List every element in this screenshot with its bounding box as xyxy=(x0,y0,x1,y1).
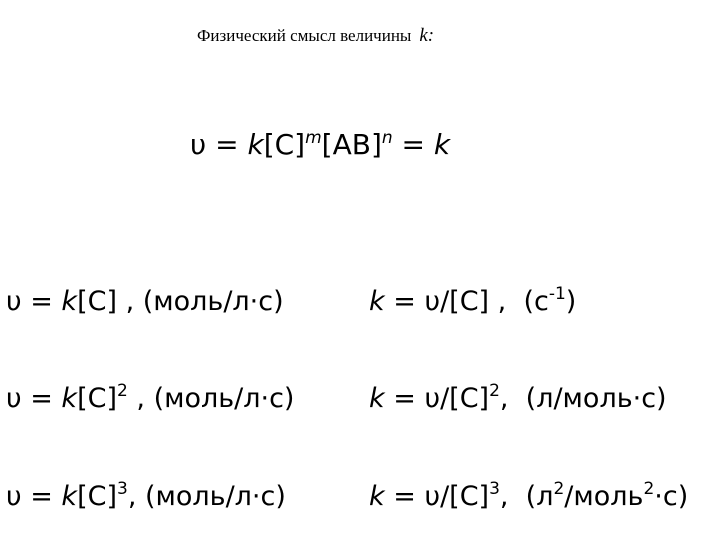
equals-sign: = xyxy=(384,286,425,317)
rate-equation-second-order xyxy=(6,381,295,414)
equals-sign: = xyxy=(21,286,62,317)
equals-sign: = xyxy=(21,481,62,512)
order-n: n xyxy=(381,128,393,148)
unit-power-2: 2 xyxy=(643,479,655,499)
rate-constant: k xyxy=(369,383,385,414)
power: 3 xyxy=(116,479,128,499)
velocity-symbol: υ xyxy=(424,383,441,414)
unit-power: 2 xyxy=(553,479,565,499)
rate-equation-first-order xyxy=(6,288,284,315)
separator: , xyxy=(127,383,154,414)
velocity-symbol: υ xyxy=(6,383,22,414)
main-rate-equation xyxy=(190,128,451,161)
rate-constant-third-order xyxy=(369,479,689,512)
separator: , xyxy=(499,481,526,512)
unit-rest: /моль xyxy=(564,481,644,512)
concentration-c: [C] xyxy=(263,128,306,161)
concentration-c: [C] xyxy=(77,383,117,414)
rate-constant-first-order xyxy=(369,284,577,317)
order-m: m xyxy=(305,128,322,148)
equals-sign: = xyxy=(21,383,62,414)
rate-constant: k xyxy=(247,128,264,161)
separator: , xyxy=(499,383,526,414)
concentration-ab: [AB] xyxy=(321,128,382,161)
rate-constant: k xyxy=(61,286,78,317)
concentration-c: /[C] xyxy=(440,383,490,414)
rate-constant: k xyxy=(369,286,385,317)
rate-constant: k xyxy=(61,481,78,512)
power: 2 xyxy=(116,381,128,401)
velocity-symbol: υ xyxy=(190,128,207,161)
concentration-c: [C] xyxy=(77,286,117,317)
rate-constant: k xyxy=(61,383,78,414)
rate-constant: k xyxy=(369,481,385,512)
rate-equation-third-order xyxy=(6,479,286,512)
unit: (моль/л·с) xyxy=(142,286,284,317)
unit: (л xyxy=(525,481,554,512)
unit: (с xyxy=(523,286,549,317)
separator: , xyxy=(489,286,524,317)
title-text: Физический смысл величины xyxy=(197,26,412,45)
velocity-symbol: υ xyxy=(424,481,441,512)
rate-constant-second-order xyxy=(369,381,667,414)
concentration-c: [C] xyxy=(77,481,117,512)
unit-rest-2: ·с) xyxy=(654,481,689,512)
power: 2 xyxy=(489,381,500,401)
unit: (моль/л·с) xyxy=(144,481,286,512)
equals-sign: = xyxy=(206,128,248,161)
velocity-symbol: υ xyxy=(6,286,22,317)
equals-sign: = xyxy=(384,383,425,414)
unit: (л/моль·с) xyxy=(525,383,667,414)
unit-power: -1 xyxy=(548,284,566,304)
velocity-symbol: υ xyxy=(6,481,22,512)
title-symbol: k: xyxy=(419,25,435,46)
separator: , xyxy=(116,286,143,317)
power: 3 xyxy=(489,479,500,499)
unit: (моль/л·с) xyxy=(153,383,295,414)
concentration-c: /[C] xyxy=(440,286,490,317)
concentration-c: /[C] xyxy=(440,481,490,512)
equals-sign-2: = xyxy=(392,128,434,161)
equals-sign: = xyxy=(384,481,425,512)
rate-constant-rhs: k xyxy=(433,128,451,161)
slide-title xyxy=(197,26,434,46)
separator: , xyxy=(127,481,145,512)
unit-rest: ) xyxy=(565,286,577,317)
velocity-symbol: υ xyxy=(424,286,441,317)
